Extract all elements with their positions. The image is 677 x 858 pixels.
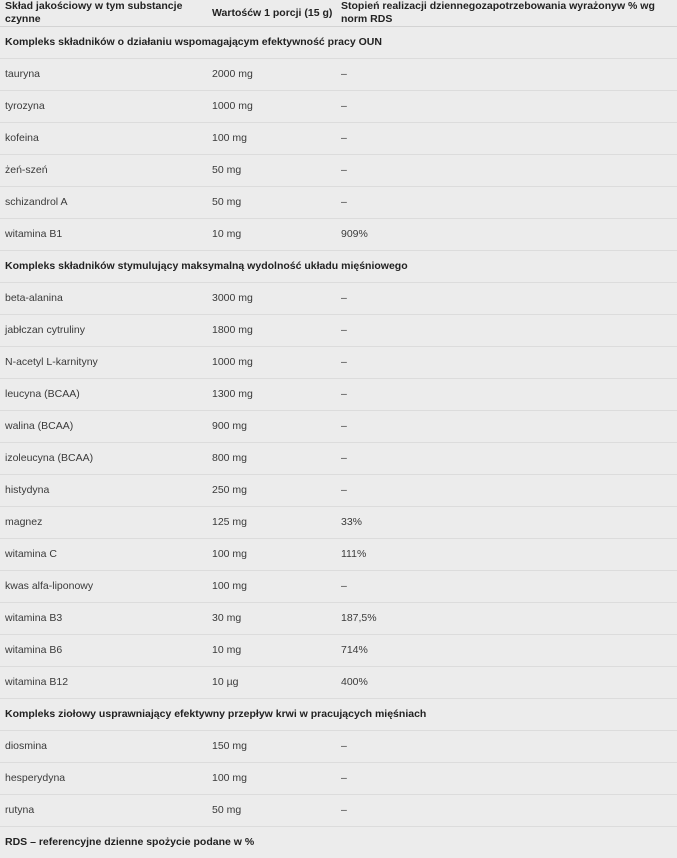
ingredient-rds-percent: – bbox=[341, 347, 677, 379]
table-row bbox=[0, 475, 677, 507]
ingredient-name: leucyna (BCAA) bbox=[0, 379, 212, 411]
ingredient-serving-value: 100 mg bbox=[212, 571, 341, 603]
ingredient-name: diosmina bbox=[0, 731, 212, 763]
table-row bbox=[0, 347, 677, 379]
ingredient-rds-percent: 111% bbox=[341, 539, 677, 571]
table-row bbox=[0, 539, 677, 571]
section-heading-row bbox=[0, 699, 677, 731]
ingredient-name: hesperydyna bbox=[0, 763, 212, 795]
table-header-row bbox=[0, 0, 677, 27]
section-heading-label: Kompleks składników stymulujący maksymalną wydolność układu mięśniowego bbox=[0, 251, 677, 283]
ingredient-serving-value: 150 mg bbox=[212, 731, 341, 763]
ingredient-serving-value: 800 mg bbox=[212, 443, 341, 475]
ingredient-name: schizandrol A bbox=[0, 187, 212, 219]
column-header-serving-value: Wartośćw 1 porcji (15 g) bbox=[212, 0, 341, 27]
ingredient-serving-value: 100 mg bbox=[212, 123, 341, 155]
section-heading-label: Kompleks składników o działaniu wspomagającym efektywność pracy OUN bbox=[0, 27, 677, 59]
table-row bbox=[0, 59, 677, 91]
table-row bbox=[0, 635, 677, 667]
table-row bbox=[0, 763, 677, 795]
ingredient-name: witamina B6 bbox=[0, 635, 212, 667]
section-heading-row bbox=[0, 27, 677, 59]
table-footnote-label: RDS – referencyjne dzienne spożycie podane w % bbox=[0, 827, 677, 858]
ingredient-serving-value: 1300 mg bbox=[212, 379, 341, 411]
table-row bbox=[0, 667, 677, 699]
ingredient-serving-value: 50 mg bbox=[212, 187, 341, 219]
ingredient-name: witamina B3 bbox=[0, 603, 212, 635]
table-row bbox=[0, 443, 677, 475]
column-header-ingredient: Skład jakościowy w tym substancje czynne bbox=[0, 0, 212, 27]
ingredient-name: żeń-szeń bbox=[0, 155, 212, 187]
ingredient-name: kwas alfa-liponowy bbox=[0, 571, 212, 603]
ingredient-rds-percent: 187,5% bbox=[341, 603, 677, 635]
ingredient-name: witamina B1 bbox=[0, 219, 212, 251]
ingredient-name: histydyna bbox=[0, 475, 212, 507]
ingredient-rds-percent: – bbox=[341, 315, 677, 347]
ingredient-serving-value: 10 µg bbox=[212, 667, 341, 699]
table-row bbox=[0, 123, 677, 155]
ingredient-serving-value: 10 mg bbox=[212, 635, 341, 667]
ingredient-rds-percent: – bbox=[341, 379, 677, 411]
ingredient-rds-percent: – bbox=[341, 443, 677, 475]
ingredient-rds-percent: – bbox=[341, 91, 677, 123]
ingredient-name: jabłczan cytruliny bbox=[0, 315, 212, 347]
table-row bbox=[0, 603, 677, 635]
ingredient-serving-value: 50 mg bbox=[212, 795, 341, 827]
table-row bbox=[0, 91, 677, 123]
table-row bbox=[0, 315, 677, 347]
ingredient-rds-percent: – bbox=[341, 411, 677, 443]
ingredient-rds-percent: – bbox=[341, 59, 677, 91]
ingredient-name: tauryna bbox=[0, 59, 212, 91]
ingredient-rds-percent: – bbox=[341, 731, 677, 763]
table-row bbox=[0, 731, 677, 763]
table-row bbox=[0, 379, 677, 411]
column-header-rds-percent: Stopień realizacji dziennegozapotrzebowania wyrażonyw % wg norm RDS bbox=[341, 0, 677, 27]
table-row bbox=[0, 411, 677, 443]
table-row bbox=[0, 507, 677, 539]
ingredient-serving-value: 1000 mg bbox=[212, 91, 341, 123]
ingredient-serving-value: 100 mg bbox=[212, 539, 341, 571]
ingredient-name: beta-alanina bbox=[0, 283, 212, 315]
ingredient-serving-value: 100 mg bbox=[212, 763, 341, 795]
ingredient-name: witamina C bbox=[0, 539, 212, 571]
ingredient-name: N-acetyl L-karnityny bbox=[0, 347, 212, 379]
ingredient-rds-percent: – bbox=[341, 571, 677, 603]
ingredient-serving-value: 30 mg bbox=[212, 603, 341, 635]
ingredient-name: walina (BCAA) bbox=[0, 411, 212, 443]
ingredient-rds-percent: – bbox=[341, 123, 677, 155]
ingredient-name: kofeina bbox=[0, 123, 212, 155]
ingredient-serving-value: 50 mg bbox=[212, 155, 341, 187]
ingredient-rds-percent: 400% bbox=[341, 667, 677, 699]
ingredient-serving-value: 3000 mg bbox=[212, 283, 341, 315]
table-row bbox=[0, 795, 677, 827]
ingredient-name: witamina B12 bbox=[0, 667, 212, 699]
ingredient-rds-percent: – bbox=[341, 475, 677, 507]
ingredient-name: rutyna bbox=[0, 795, 212, 827]
ingredient-rds-percent: – bbox=[341, 283, 677, 315]
ingredient-serving-value: 10 mg bbox=[212, 219, 341, 251]
ingredient-serving-value: 900 mg bbox=[212, 411, 341, 443]
table-body bbox=[0, 27, 677, 858]
ingredient-rds-percent: 33% bbox=[341, 507, 677, 539]
ingredient-rds-percent: – bbox=[341, 187, 677, 219]
ingredient-serving-value: 250 mg bbox=[212, 475, 341, 507]
table-row bbox=[0, 283, 677, 315]
ingredient-name: magnez bbox=[0, 507, 212, 539]
ingredient-serving-value: 1800 mg bbox=[212, 315, 341, 347]
table-row bbox=[0, 155, 677, 187]
ingredient-name: tyrozyna bbox=[0, 91, 212, 123]
table-row bbox=[0, 219, 677, 251]
ingredient-rds-percent: – bbox=[341, 795, 677, 827]
ingredient-serving-value: 2000 mg bbox=[212, 59, 341, 91]
table-row bbox=[0, 187, 677, 219]
table-footnote-row bbox=[0, 827, 677, 858]
ingredient-rds-percent: – bbox=[341, 155, 677, 187]
ingredient-name: izoleucyna (BCAA) bbox=[0, 443, 212, 475]
section-heading-label: Kompleks ziołowy usprawniający efektywny przepływ krwi w pracujących mięśniach bbox=[0, 699, 677, 731]
ingredient-rds-percent: 714% bbox=[341, 635, 677, 667]
ingredient-rds-percent: – bbox=[341, 763, 677, 795]
ingredient-serving-value: 1000 mg bbox=[212, 347, 341, 379]
table-row bbox=[0, 571, 677, 603]
ingredient-rds-percent: 909% bbox=[341, 219, 677, 251]
ingredient-serving-value: 125 mg bbox=[212, 507, 341, 539]
section-heading-row bbox=[0, 251, 677, 283]
